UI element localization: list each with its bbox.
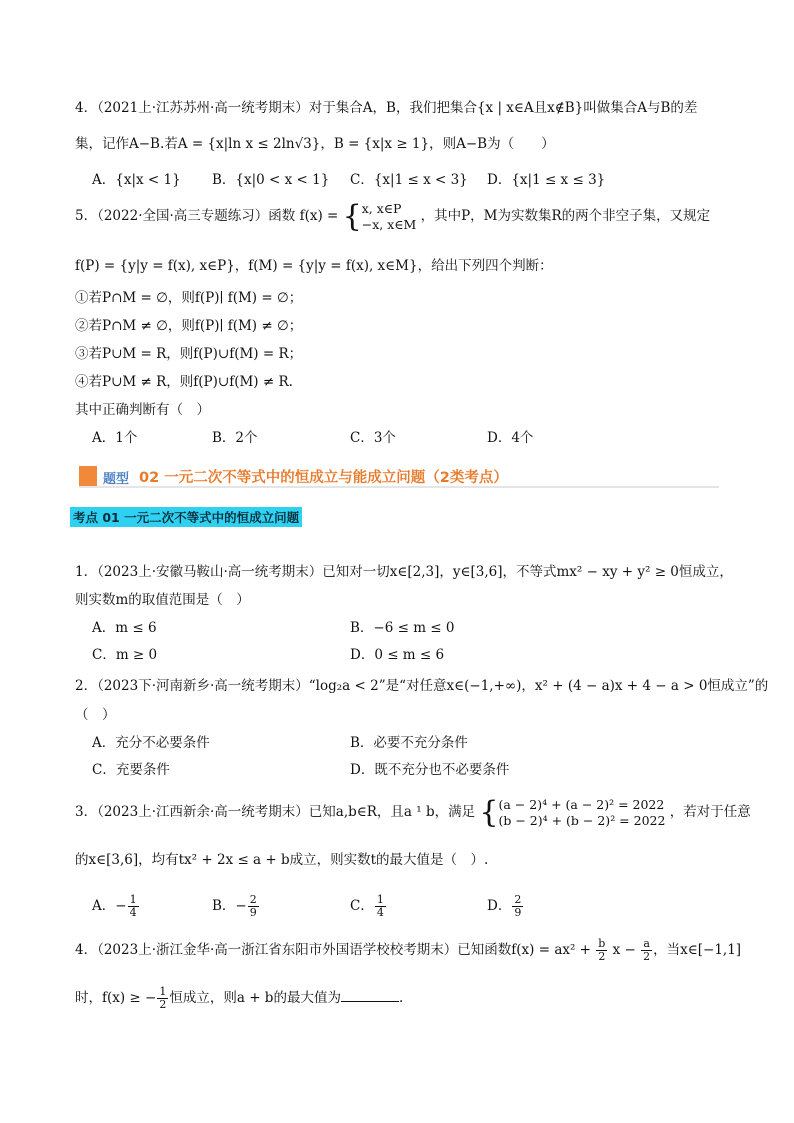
denominator: 2 bbox=[598, 950, 606, 963]
section-label: 题型 bbox=[103, 472, 130, 487]
numerator: 1 bbox=[129, 893, 137, 906]
p3-line1 bbox=[75, 792, 751, 832]
q5-case1: x, x∈P bbox=[361, 200, 402, 216]
p4-frac3 bbox=[157, 986, 168, 1011]
option-b: B．2个 bbox=[212, 430, 258, 446]
q5-suffix: ，其中P，M为实数集R的两个非空子集，又规定 bbox=[420, 208, 711, 224]
p2-line2: （ ） bbox=[75, 707, 116, 723]
p3-case2: (b − 2)⁴ + (b − 2)² = 2022 bbox=[498, 812, 666, 828]
option-fraction bbox=[248, 894, 259, 919]
q5-line2: f(P) = {y|y = f(x), x∈P}，f(M) = {y|y = f(x), x∈M}，给出下列四个判断： bbox=[75, 258, 553, 274]
p3-brace: { bbox=[479, 794, 499, 830]
option-a bbox=[92, 888, 140, 924]
p3-case1: (a − 2)⁴ + (a − 2)² = 2022 bbox=[498, 796, 665, 812]
section-banner bbox=[79, 462, 719, 490]
denominator: 2 bbox=[643, 950, 651, 963]
p2-line1: 2．（2023下·河南新乡·高一统考期末）“log₂a < 2”是“对任意x∈(−1,+∞)，x² + (4 − a)x + 4 − a > 0恒成立”的 bbox=[75, 678, 769, 694]
option-d: D．既不充分也不必要条件 bbox=[350, 762, 510, 778]
denominator: 9 bbox=[249, 906, 257, 919]
q5-prefix: 5．（2022·全国·高三专题练习）函数 f(x) = bbox=[75, 208, 339, 224]
option-b: B．必要不充分条件 bbox=[350, 735, 468, 751]
p4-line2-pre: 时，f(x) ≥ − bbox=[75, 990, 157, 1006]
q5-cases bbox=[362, 201, 417, 233]
option-sign: − bbox=[115, 898, 127, 914]
q5-item-1: ①若P∩M = ∅，则f(P)∣ f(M) = ∅； bbox=[75, 290, 303, 306]
option-letter: C． bbox=[350, 898, 374, 914]
p1-line1: 1．（2023上·安徽马鞍山·高一统考期末）已知对一切x∈[2,3]，y∈[3,6]，不等式mx² − xy + y² ≥ 0恒成立， bbox=[75, 564, 733, 580]
section-marker-icon bbox=[79, 466, 97, 486]
q5-case2: −x, x∈M bbox=[361, 216, 417, 232]
option-d: D．0 ≤ m ≤ 6 bbox=[350, 647, 445, 663]
option-fraction bbox=[128, 894, 139, 919]
q5-item-2: ②若P∩M ≠ ∅，则f(P)∣ f(M) ≠ ∅； bbox=[75, 318, 303, 334]
p3-suffix: ，若对于任意 bbox=[669, 804, 751, 820]
p4-frac1 bbox=[596, 938, 607, 963]
p4-mid: x − bbox=[612, 942, 636, 958]
option-b: B．−6 ≤ m ≤ 0 bbox=[350, 620, 455, 636]
p4-suffix: ，当x∈[−1,1] bbox=[653, 942, 742, 958]
numerator: b bbox=[598, 937, 606, 950]
option-letter: D． bbox=[487, 898, 512, 914]
answer-blank[interactable] bbox=[341, 989, 399, 1002]
denominator: 9 bbox=[514, 906, 522, 919]
option-letter: B． bbox=[212, 898, 236, 914]
q5-brace: { bbox=[342, 198, 362, 234]
option-d: D．4个 bbox=[487, 430, 534, 446]
p4-line1 bbox=[75, 934, 741, 966]
q5-question: 其中正确判断有（ ） bbox=[75, 402, 210, 418]
numerator: 2 bbox=[514, 893, 522, 906]
option-a: A．{x|x < 1} bbox=[92, 172, 181, 188]
option-fraction bbox=[512, 894, 523, 919]
numerator: a bbox=[641, 938, 652, 951]
option-c: C．充要条件 bbox=[92, 762, 170, 778]
p4-line2-post: 恒成立，则a + b的最大值为 bbox=[169, 990, 341, 1006]
p3-prefix: 3．（2023上·江西新余·高一统考期末）已知a,b∈R，且a ¹ b，满足 bbox=[75, 804, 476, 820]
q4a-line1: 4．（2021上·江苏苏州·高一统考期末）对于集合A，B，我们把集合{x | x∈A且x∉B}叫做集合A与B的差 bbox=[75, 100, 698, 116]
kaodian-heading: 考点 01 一元二次不等式中的恒成立问题 bbox=[70, 507, 302, 527]
numerator: 1 bbox=[376, 893, 384, 906]
numerator: 2 bbox=[249, 893, 257, 906]
option-d bbox=[487, 888, 524, 924]
section-title: 02 一元二次不等式中的恒成立与能成立问题（2类考点） bbox=[139, 470, 508, 486]
p4-line2-end: . bbox=[398, 990, 404, 1006]
option-a: A．充分不必要条件 bbox=[92, 735, 210, 751]
option-c: C．m ≥ 0 bbox=[92, 647, 158, 663]
denominator: 4 bbox=[129, 906, 137, 919]
p3-options bbox=[92, 888, 712, 924]
p4-frac2 bbox=[641, 938, 652, 963]
p1-line2: 则实数m的取值范围是（ ） bbox=[75, 592, 250, 608]
p4-prefix: 4．（2023上·浙江金华·高一浙江省东阳市外国语学校校考期末）已知函数f(x) = ax² + bbox=[75, 942, 591, 958]
denominator: 4 bbox=[376, 906, 384, 919]
option-c bbox=[350, 888, 387, 924]
p3-cases bbox=[499, 797, 666, 829]
numerator: 1 bbox=[159, 985, 167, 998]
option-c: C．3个 bbox=[350, 430, 396, 446]
q5-item-4: ④若P∪M ≠ R，则f(P)∪f(M) ≠ R. bbox=[75, 374, 293, 390]
option-d: D．{x|1 ≤ x ≤ 3} bbox=[487, 172, 606, 188]
q4a-line2: 集，记作A−B.若A = {x|ln x ≤ 2ln√3}，B = {x|x ≥ 1}，则A−B为（ ） bbox=[75, 136, 555, 152]
denominator: 2 bbox=[159, 998, 167, 1011]
p4-line2 bbox=[75, 982, 403, 1014]
p3-line2: 的x∈[3,6]，均有tx² + 2x ≤ a + b成立，则实数t的最大值是（ ）. bbox=[75, 852, 489, 868]
q5-line1 bbox=[75, 198, 710, 234]
option-letter: A． bbox=[92, 898, 116, 914]
option-b bbox=[212, 888, 260, 924]
q5-item-3: ③若P∪M = R，则f(P)∪f(M) = R； bbox=[75, 346, 303, 362]
option-b: B．{x|0 < x < 1} bbox=[212, 172, 330, 188]
option-sign: − bbox=[235, 898, 247, 914]
option-fraction bbox=[375, 894, 386, 919]
option-a: A．1个 bbox=[92, 430, 138, 446]
option-c: C．{x|1 ≤ x < 3} bbox=[350, 172, 468, 188]
option-a: A．m ≤ 6 bbox=[92, 620, 157, 636]
